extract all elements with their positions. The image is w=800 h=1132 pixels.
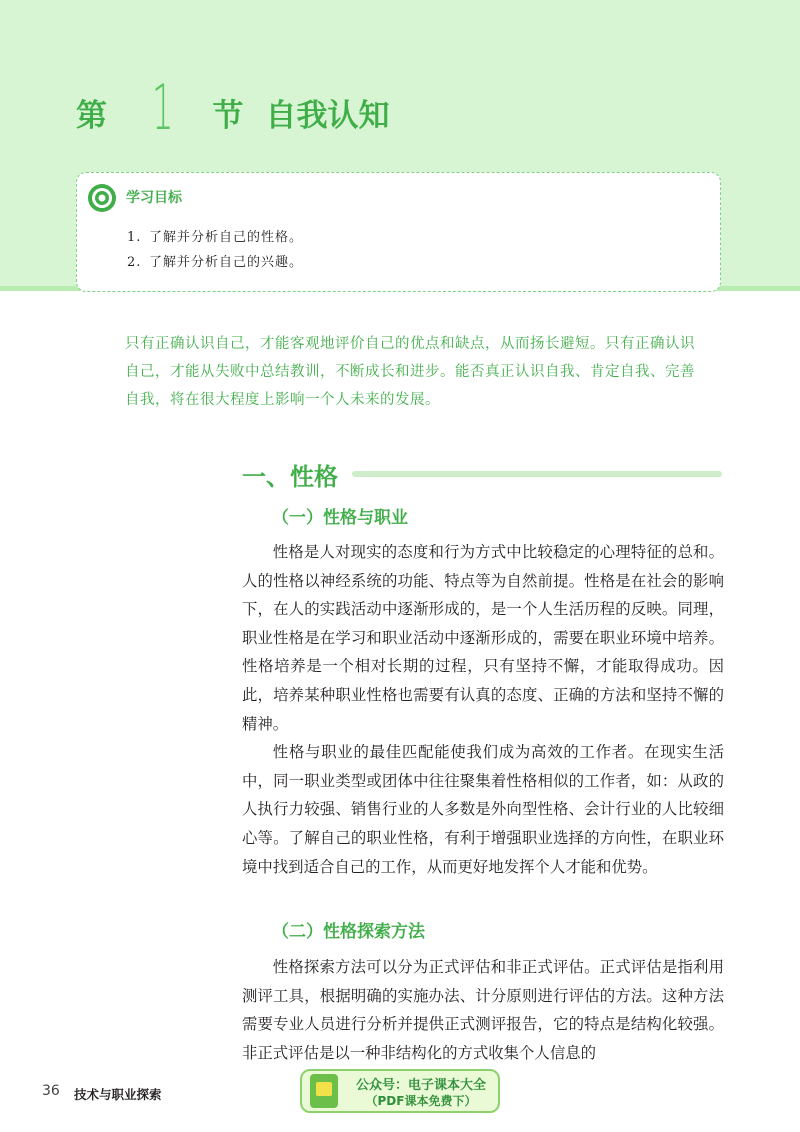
list-item	[127, 250, 303, 275]
item-number: 1.	[127, 230, 142, 245]
subsection-heading-1: （一）性格与职业	[272, 508, 408, 528]
subsection-body-1	[242, 538, 724, 881]
section-rule	[352, 471, 722, 477]
target-icon	[87, 183, 117, 213]
chapter-prefix: 第	[76, 98, 107, 134]
objectives-list	[127, 225, 303, 275]
page-number: 36	[42, 1083, 60, 1099]
chapter-title	[76, 71, 390, 144]
watermark-badge	[300, 1069, 500, 1113]
objectives-heading: 学习目标	[126, 190, 182, 206]
intro-paragraph: 只有正确认识自己，才能客观地评价自己的优点和缺点，从而扬长避短。只有正确认识自己，才能从失败中总结教训，不断成长和进步。能否真正认识自我、肯定自我、完善自我，将在很大程度上影响一个人未来的发展。	[125, 336, 695, 408]
learning-objectives-box	[76, 172, 721, 292]
book-logo-icon	[310, 1074, 338, 1108]
book-title: 技术与职业探索	[74, 1087, 162, 1102]
subsection-heading-2: （二）性格探索方法	[272, 922, 425, 942]
subsection-body-2	[242, 953, 724, 1067]
chapter-number: 1	[151, 71, 174, 144]
chapter-suffix: 节	[212, 98, 244, 134]
paragraph: 性格探索方法可以分为正式评估和非正式评估。正式评估是指利用测评工具，根据明确的实施办法、计分原则进行评估的方法。这种方法需要专业人员进行分析并提供正式测评报告，它的特点是结构化较强。非正式评估是以一种非结构化的方式收集个人信息的	[242, 958, 724, 1062]
paragraph: 性格与职业的最佳匹配能使我们成为高效的工作者。在现实生活中，同一职业类型或团体中往往聚集着性格相似的工作者，如：从政的人执行力较强、销售行业的人多数是外向型性格、会计行业的人比较细心等。了解自己的职业性格，有利于增强职业选择的方向性，在职业环境中找到适合自己的工作，从而更好地发挥个人才能和优势。	[242, 743, 724, 876]
paragraph: 性格是人对现实的态度和行为方式中比较稳定的心理特征的总和。人的性格以神经系统的功能、特点等为自然前提。性格是在社会的影响下，在人的实践活动中逐渐形成的，是一个人生活历程的反映。同理，职业性格是在学习和职业活动中逐渐形成的，需要在职业环境中培养。性格培养是一个相对长期的过程，只有坚持不懈，才能取得成功。因此，培养某种职业性格也需要有认真的态度、正确的方法和坚持不懈的精神。	[242, 543, 724, 733]
list-item	[127, 225, 303, 250]
item-number: 2.	[127, 255, 142, 270]
item-text: 了解并分析自己的兴趣。	[149, 255, 304, 270]
chapter-name: 自我认知	[265, 98, 390, 134]
watermark-line-1: 公众号：电子课本大全	[355, 1078, 486, 1093]
watermark-line-2: （PDF课本免费下）	[365, 1094, 477, 1108]
section-heading	[242, 456, 722, 492]
section-title: 一、性格	[242, 462, 338, 491]
item-text: 了解并分析自己的性格。	[149, 230, 304, 245]
